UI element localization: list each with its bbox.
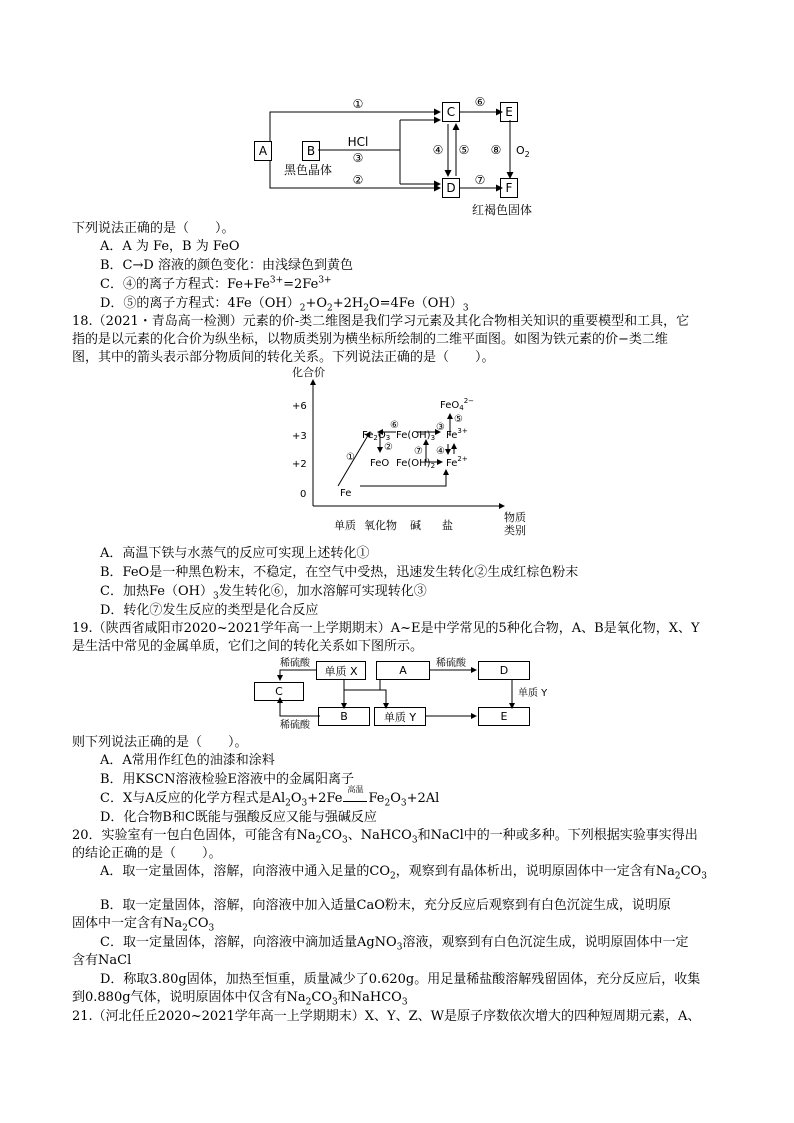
node-x: 单质 X — [316, 661, 366, 680]
x-tick-base: 碱 — [410, 519, 421, 532]
q19-option-b: B．用KSCN溶液检验E溶液中的金属阳离子 — [100, 772, 354, 787]
arrow-label-7: ⑦ — [474, 173, 486, 187]
valence-class-svg — [286, 366, 536, 541]
q21-line-1: 21.（河北任丘2020~2021学年高一上学期期末）X、Y、Z、W是原子序数依次增大的四种短周期元素，A、 — [72, 1009, 701, 1024]
q17-stem: 下列说法正确的是（ ）。 — [72, 221, 235, 236]
node-y: 单质 Y — [374, 707, 426, 726]
conversion-7: ⑦ — [414, 446, 423, 457]
species-fe2o3: $Fe_2O_3$ — [362, 430, 391, 442]
q18-line-3: 图，其中的箭头表示部分物质间的转化关系。下列说法正确的是（ ）。 — [72, 350, 495, 365]
metal-y-label: 单质 Y — [518, 688, 548, 699]
q17-option-a: A．A 为 Fe，B 为 FeO — [100, 239, 240, 254]
conversion-1: ① — [346, 452, 355, 463]
x-tick-salt: 盐 — [442, 519, 453, 532]
q19-option-d: D．化合物B和C既能与强酸反应又能与强碱反应 — [100, 810, 377, 825]
y-tick-plus2: +2 — [292, 459, 307, 470]
reaction-condition-arrow: 高温 — [342, 790, 368, 807]
conversion-3: ③ — [436, 422, 445, 433]
q20-line-2: 的结论正确的是（ ）。 — [72, 846, 222, 861]
y-axis-label: 化合价 — [292, 366, 325, 379]
diagram-1 — [250, 92, 550, 220]
species-feoh3: $Fe(OH)_3$ — [396, 430, 436, 442]
node-f: F — [500, 178, 518, 198]
q18-option-b: B．FeO是一种黑色粉末，不稳定，在空气中受热，迅速发生转化②生成红棕色粉末 — [100, 565, 579, 580]
species-feoh2: $Fe(OH)_2$ — [396, 458, 436, 470]
node-e: E — [500, 102, 518, 122]
acid-label-2: 稀硫酸 — [436, 658, 466, 669]
y-tick-plus3: +3 — [292, 431, 307, 442]
node-e2: E — [478, 707, 530, 726]
q20-option-c-line-1: C．取一定量固体，溶解，向溶液中滴加适量AgNO$_3$溶液，观察到有白色沉淀生成，说明原固体中一定 — [100, 935, 689, 953]
q19-option-a: A．A常用作红色的油漆和涂料 — [100, 753, 275, 768]
y-ticks — [292, 401, 307, 500]
q18-option-c: C．加热$Fe(OH)_3$发生转化⑥，加水溶解可实现转化③ — [100, 584, 427, 602]
arrow-label-8: ⑧ — [490, 143, 502, 157]
q20-option-d-line-2: 到0.880g气体，说明原固体中仅含有$Na_2CO_3$和NaHCO$_3$ — [72, 990, 408, 1008]
q18-option-d: D．转化⑦发生反应的类型是化合反应 — [100, 603, 319, 618]
black-crystal-label: 黑色晶体 — [284, 163, 333, 177]
node-b2: B — [318, 707, 370, 726]
species-ferrate: FeO$_4^{2-}$ — [440, 397, 475, 412]
conversion-2: ② — [384, 442, 393, 453]
q20-option-c-line-2: 含有NaCl — [72, 953, 132, 968]
q17-option-c: C．④的离子方程式：$Fe+Fe^{3+}=2Fe^{3+}$ — [100, 275, 332, 292]
q17-option-b: B．C→D 溶液的颜色变化：由浅绿色到黄色 — [100, 258, 353, 273]
node-c2: C — [254, 682, 304, 701]
x-tick-element: 单质 — [334, 519, 356, 532]
arrow-label-3: ③ — [352, 151, 364, 165]
acid-label-1: 稀硫酸 — [280, 658, 310, 669]
q19-option-c: C．X与A反应的化学方程式是$Al_2O_3+2Fe$ 高温 $Fe_2O_3+2Al$ — [100, 785, 440, 809]
x-axis-label-1: 物质 — [504, 511, 526, 524]
arrow-label-5: ⑤ — [458, 143, 470, 157]
q19-stem: 则下列说法正确的是（ ）。 — [72, 735, 248, 750]
node-a2: A — [376, 661, 430, 680]
node-a: A — [254, 141, 272, 161]
q20-option-b-line-1: B．取一定量固体，溶解，向溶液中加入适量CaO粉末，充分反应后观察到有白色沉淀生成，说明原 — [100, 898, 671, 913]
q19-line-2: 是生活中常见的金属单质，它们之间的转化关系如下图所示。 — [72, 639, 424, 654]
species-fe: Fe — [340, 488, 352, 499]
conversion-6: ⑥ — [390, 420, 399, 431]
hcl-label: HCl — [347, 135, 369, 149]
node-c: C — [442, 102, 460, 122]
node-d2: D — [478, 661, 530, 680]
q18-line-2: 指的是以元素的化合价为纵坐标，以物质类别为横坐标所绘制的二维平面图。如图为铁元素的价−类二维 — [72, 332, 668, 347]
q17-option-d: D．⑤的离子方程式：$4Fe(OH)_2+O_2+2H_2O=4Fe(OH)_3$ — [100, 296, 469, 314]
x-ticks — [334, 518, 453, 532]
q18-line-1: 18.（2021・青岛高一检测）元素的价-类二维图是我们学习元素及其化合物相关知识的重要模型和工具，它 — [72, 314, 690, 329]
q19-line-1: 19.（陕西省咸阳市2020~2021学年高一上学期期末）A~E是中学常见的5种化合物，A、B是氧化物，X、Y — [72, 621, 700, 636]
valence-class-diagram — [286, 366, 536, 541]
o2-label: $O_2$ — [516, 144, 530, 159]
node-d: D — [442, 178, 460, 198]
node-b: B — [302, 141, 320, 161]
arrow-label-2: ② — [352, 173, 364, 187]
species-feo: FeO — [370, 458, 390, 469]
species-fe2-ion: $Fe^{2+}$ — [446, 455, 468, 469]
arrow-label-4: ④ — [432, 143, 444, 157]
y-tick-plus6: +6 — [292, 401, 307, 412]
q20-option-d-line-1: D．称取3.80g固体，加热至恒重，质量减少了0.620g。用足量稀盐酸溶解残留固体，充分反应后，收集 — [100, 972, 701, 987]
arrow-label-6: ⑥ — [474, 95, 486, 109]
arrow-label-1: ① — [352, 97, 364, 111]
acid-label-3: 稀硫酸 — [280, 720, 310, 730]
q18-option-a: A．高温下铁与水蒸气的反应可实现上述转化① — [100, 546, 370, 561]
species-fe3-ion: $Fe^{3+}$ — [446, 427, 468, 441]
q20-option-a: A．取一定量固体，溶解，向溶液中通入足量的$CO_2$，观察到有晶体析出，说明原固体中一定含有$Na_2CO_3$ — [100, 864, 707, 882]
conversion-5: ⑤ — [454, 414, 463, 425]
red-brown-label: 红褐色固体 — [472, 203, 533, 217]
q20-line-1: 20．实验室有一包白色固体，可能含有$Na_2CO_3$、NaHCO$_3$和NaCl中的一种或多种。下列根据实验事实得出 — [72, 828, 698, 846]
conversion-4: ④ — [436, 446, 445, 457]
x-tick-oxide: 氧化物 — [364, 519, 397, 532]
q20-option-b-line-2: 固体中一定含有$Na_2CO_3$ — [72, 916, 215, 934]
diagram-2 — [250, 654, 550, 730]
x-axis-label-2: 类别 — [504, 524, 526, 537]
y-tick-0: 0 — [300, 489, 307, 500]
